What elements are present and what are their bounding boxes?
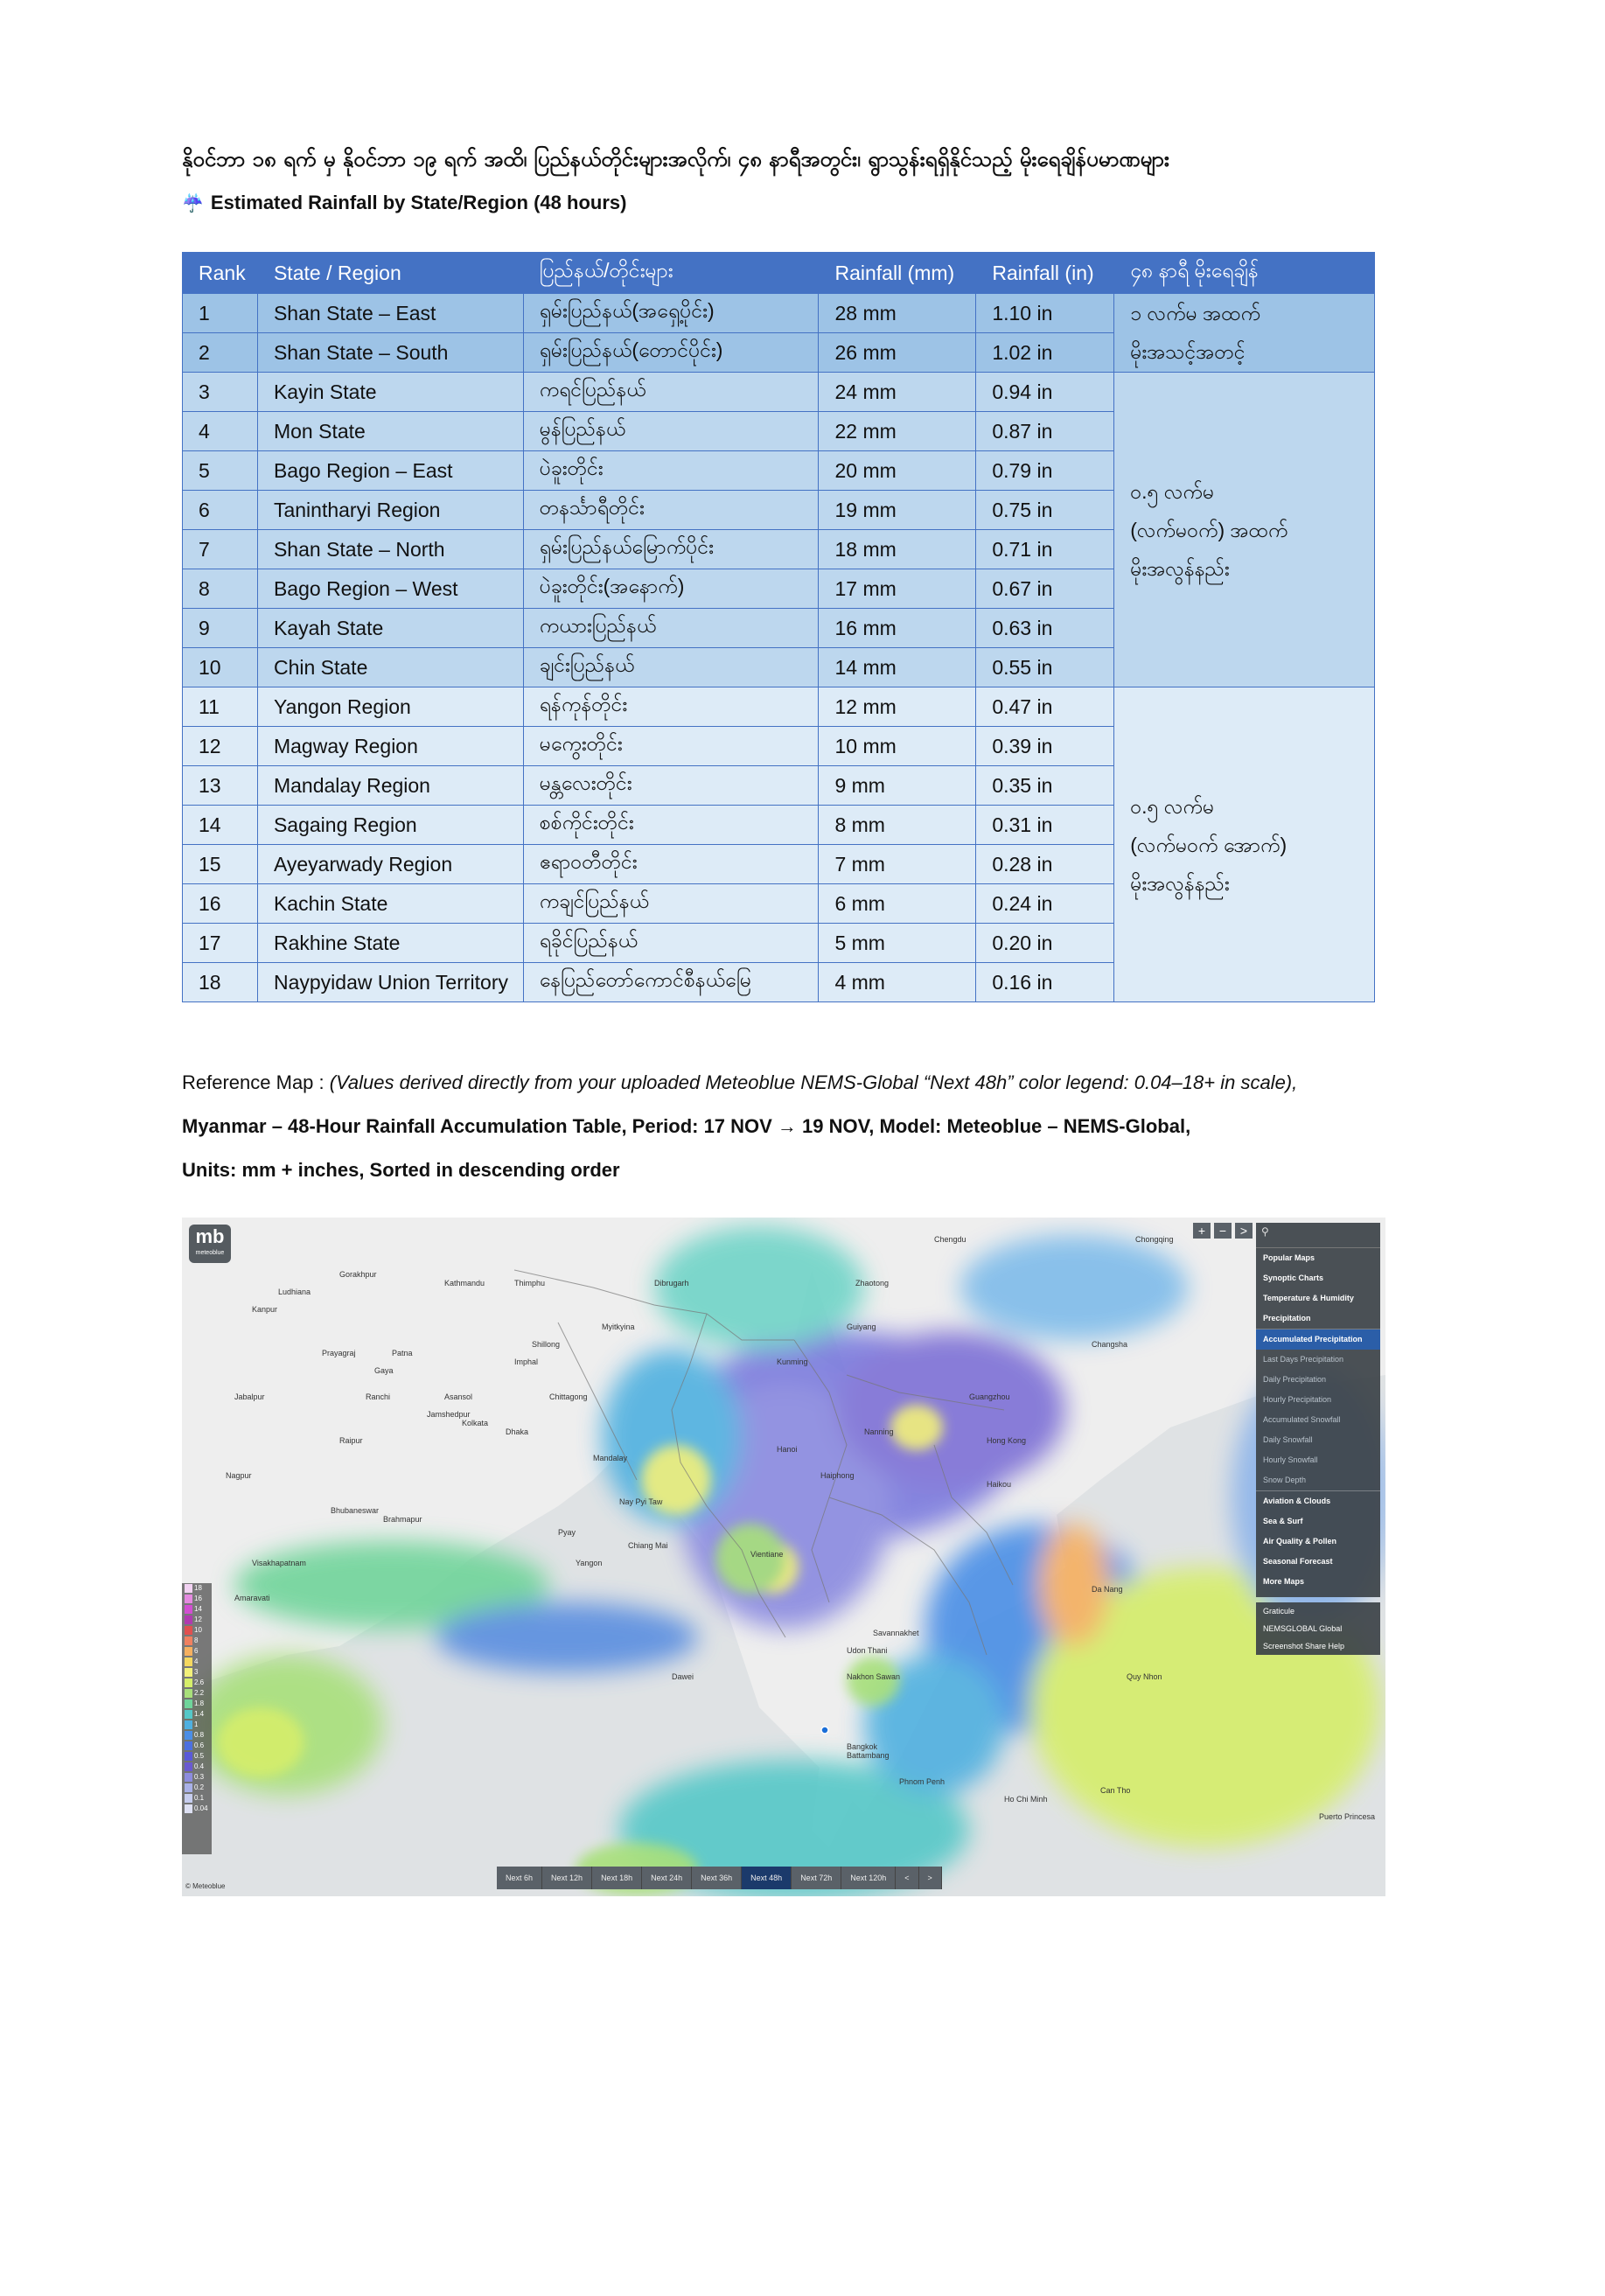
time-tab[interactable]: Next 12h	[542, 1867, 592, 1889]
map-place-label: Asansol	[444, 1392, 473, 1401]
map-place-label: Udon Thani	[847, 1646, 888, 1655]
rank-cell: 7	[183, 530, 258, 569]
map-place-label: Visakhapatnam	[252, 1559, 306, 1567]
rank-cell: 17	[183, 924, 258, 963]
rain-mm-cell: 17 mm	[819, 569, 976, 609]
map-place-label: Phnom Penh	[899, 1777, 946, 1786]
legend-entry	[182, 1709, 212, 1720]
state-en-cell: Mandalay Region	[257, 766, 523, 806]
rain-mm-cell: 8 mm	[819, 806, 976, 845]
rain-in-cell: 0.71 in	[976, 530, 1114, 569]
time-tab[interactable]: Next 72h	[792, 1867, 841, 1889]
menu-item-list	[1256, 1248, 1380, 1592]
rank-cell: 16	[183, 884, 258, 924]
state-en-cell: Shan State – South	[257, 333, 523, 373]
state-en-cell: Shan State – East	[257, 294, 523, 333]
legend-swatch	[185, 1752, 192, 1761]
map-place-label: Dawei	[672, 1672, 694, 1681]
legend-value: 2.2	[194, 1689, 205, 1697]
menu-item[interactable]: Air Quality & Pollen	[1263, 1537, 1337, 1546]
map-place-label: Da Nang	[1092, 1585, 1123, 1594]
legend-value: 0.1	[194, 1794, 205, 1802]
rain-category-text: ၀.၅ လက်မ	[1130, 794, 1215, 818]
legend-value: 6	[194, 1647, 199, 1655]
map-place-label: Kanpur	[252, 1305, 278, 1314]
rank-cell: 12	[183, 727, 258, 766]
map-place-label: Haikou	[987, 1480, 1012, 1489]
map-place-label: Nagpur	[226, 1471, 252, 1480]
legend-swatch	[185, 1595, 192, 1603]
rank-cell: 1	[183, 294, 258, 333]
state-mm-cell: ကချင်ပြည်နယ်	[523, 884, 819, 924]
state-mm-cell: ပဲခူးတိုင်း	[523, 451, 819, 491]
rain-in-cell: 0.28 in	[976, 845, 1114, 884]
state-en-cell: Tanintharyi Region	[257, 491, 523, 530]
state-mm-cell: ဧရာဝတီတိုင်း	[523, 845, 819, 884]
rain-legend	[182, 1583, 212, 1854]
col-header-rain-mm: Rainfall (mm)	[819, 253, 976, 294]
map-place-label: Gorakhpur	[339, 1270, 377, 1279]
col-header-state-en: State / Region	[257, 253, 523, 294]
legend-swatch	[185, 1699, 192, 1708]
menu-item[interactable]: Temperature & Humidity	[1263, 1294, 1354, 1302]
map-place-label: Dhaka	[506, 1427, 529, 1436]
rain-in-cell: 0.75 in	[976, 491, 1114, 530]
reference-line	[182, 1065, 1297, 1100]
legend-entry	[182, 1667, 212, 1678]
rain-mm-cell: 6 mm	[819, 884, 976, 924]
legend-value: 4	[194, 1657, 199, 1665]
state-mm-cell: မန္တလေးတိုင်း	[523, 766, 819, 806]
collapse-menu-button[interactable]: >	[1235, 1223, 1253, 1239]
map-place-label: Mandalay	[593, 1454, 628, 1462]
legend-swatch	[185, 1741, 192, 1750]
map-place-label: Hong Kong	[987, 1436, 1027, 1445]
rain-in-cell: 0.16 in	[976, 963, 1114, 1002]
rain-mm-cell: 22 mm	[819, 412, 976, 451]
legend-value: 0.04	[194, 1804, 208, 1812]
state-mm-cell: ရှမ်းပြည်နယ်မြောက်ပိုင်း	[523, 530, 819, 569]
map-place-label: Dibrugarh	[654, 1279, 689, 1288]
legend-entry	[182, 1699, 212, 1709]
meteoblue-logo[interactable]	[189, 1225, 231, 1263]
rain-category-cell	[1114, 373, 1375, 687]
zoom-out-button[interactable]: −	[1214, 1223, 1232, 1239]
map-place-label: Vientiane	[750, 1550, 784, 1559]
map-place-label: Thimphu	[514, 1279, 546, 1288]
legend-value: 10	[194, 1626, 202, 1634]
graticule-toggle[interactable]: Graticule	[1263, 1607, 1295, 1616]
rain-mm-cell: 18 mm	[819, 530, 976, 569]
state-mm-cell: ရခိုင်ပြည်နယ်	[523, 924, 819, 963]
rank-cell: 5	[183, 451, 258, 491]
rain-category-text: မိုးအသင့်အတင့်	[1130, 340, 1246, 363]
map-place-label: Battambang	[847, 1751, 890, 1760]
menu-item[interactable]: More Maps	[1263, 1577, 1305, 1586]
zoom-in-button[interactable]: +	[1193, 1223, 1211, 1239]
map-place-label: Ludhiana	[278, 1288, 311, 1296]
rain-mm-cell: 24 mm	[819, 373, 976, 412]
state-mm-cell: ကယားပြည်နယ်	[523, 609, 819, 648]
legend-entry	[182, 1741, 212, 1751]
state-mm-cell: ချင်းပြည်နယ်	[523, 648, 819, 687]
table-body	[183, 294, 1375, 1002]
map-place-label: Puerto Princesa	[1319, 1812, 1376, 1821]
map-place-label: Amaravati	[234, 1594, 270, 1602]
umbrella-rain-icon: ☔	[182, 194, 204, 213]
map-place-label: Nay Pyi Taw	[619, 1497, 663, 1506]
time-tab[interactable]: >	[919, 1867, 942, 1889]
rank-cell: 2	[183, 333, 258, 373]
state-en-cell: Kayin State	[257, 373, 523, 412]
map-settings-panel	[1256, 1602, 1380, 1655]
legend-swatch	[185, 1616, 192, 1624]
state-en-cell: Sagaing Region	[257, 806, 523, 845]
table-header-row	[183, 253, 1375, 294]
legend-entry	[182, 1678, 212, 1688]
rain-category-text: (လက်မဝက်) အထက်	[1130, 518, 1288, 541]
rain-in-cell: 0.39 in	[976, 727, 1114, 766]
time-tab[interactable]: Next 18h	[592, 1867, 642, 1889]
legend-swatch	[185, 1657, 192, 1666]
map-place-label: Bhubaneswar	[331, 1506, 380, 1515]
map-place-label: Can Tho	[1100, 1786, 1131, 1795]
time-tab[interactable]: Next 6h	[497, 1867, 542, 1889]
rank-cell: 13	[183, 766, 258, 806]
legend-value: 0.2	[194, 1783, 205, 1791]
legend-entry	[182, 1636, 212, 1646]
menu-item[interactable]: Aviation & Clouds	[1256, 1490, 1380, 1511]
rain-mm-cell: 16 mm	[819, 609, 976, 648]
legend-swatch	[185, 1794, 192, 1803]
legend-entry	[182, 1688, 212, 1699]
rank-cell: 4	[183, 412, 258, 451]
state-en-cell: Bago Region – West	[257, 569, 523, 609]
map-place-label: Kunming	[777, 1357, 808, 1366]
reference-label: Reference Map :	[182, 1071, 330, 1093]
state-en-cell: Bago Region – East	[257, 451, 523, 491]
state-en-cell: Chin State	[257, 648, 523, 687]
legend-value: 16	[194, 1595, 202, 1602]
map-place-label: Yangon	[576, 1559, 603, 1567]
legend-entry	[182, 1594, 212, 1604]
state-en-cell: Ayeyarwady Region	[257, 845, 523, 884]
legend-entry	[182, 1720, 212, 1730]
legend-swatch	[185, 1731, 192, 1740]
map-place-label: Zhaotong	[855, 1279, 890, 1288]
rain-category-text: (လက်မဝက် အောက်)	[1130, 833, 1287, 856]
state-mm-cell: မွန်ပြည်နယ်	[523, 412, 819, 451]
state-mm-cell: မကွေးတိုင်း	[523, 727, 819, 766]
rain-in-cell: 0.67 in	[976, 569, 1114, 609]
table-row	[183, 294, 1375, 333]
menu-item[interactable]: Sea & Surf	[1263, 1517, 1303, 1525]
logo-text: mb	[195, 1225, 225, 1247]
title-myanmar: နိုဝင်ဘာ ၁၈ ရက် မှ နိုဝင်ဘာ ၁၉ ရက် အထိ၊ ပြည်နယ်တိုင်းများအလိုက်၊ ၄၈ နာရီအတွင်း၊ ရွာသွန်းရရှိနိုင်သည့် မိုးရေချိန်ပမာဏများ	[182, 147, 1169, 171]
legend-value: 12	[194, 1616, 202, 1623]
map-place-label: Chongqing	[1135, 1235, 1174, 1244]
menu-item[interactable]: Daily Snowfall	[1263, 1435, 1313, 1444]
map-place-label: Changsha	[1092, 1340, 1128, 1349]
map-place-label: Brahmapur	[383, 1515, 422, 1524]
menu-item[interactable]: Accumulated Precipitation	[1256, 1329, 1380, 1350]
map-place-label: Guangzhou	[969, 1392, 1010, 1401]
time-range-tabs	[497, 1867, 942, 1889]
legend-swatch	[185, 1804, 192, 1813]
table-row	[183, 687, 1375, 727]
reference-note: (Values derived directly from your uploaded Meteoblue NEMS-Global “Next 48h” color legend: 0.04–18+ in scale),	[329, 1071, 1298, 1093]
time-tab[interactable]: <	[896, 1867, 918, 1889]
rainfall-table	[182, 252, 1375, 1002]
map-place-label: Chittagong	[549, 1392, 588, 1401]
legend-value: 1.8	[194, 1699, 205, 1707]
legend-entry	[182, 1772, 212, 1783]
rain-in-cell: 0.47 in	[976, 687, 1114, 727]
rank-cell: 10	[183, 648, 258, 687]
rain-mm-cell: 26 mm	[819, 333, 976, 373]
legend-entry	[182, 1804, 212, 1814]
table-caption-line-1: Myanmar – 48-Hour Rainfall Accumulation Table, Period: 17 NOV → 19 NOV, Model: Meteoblue – NEMS-Global,	[182, 1115, 1191, 1137]
legend-swatch	[185, 1626, 192, 1635]
legend-swatch	[185, 1605, 192, 1614]
rain-mm-cell: 12 mm	[819, 687, 976, 727]
menu-item[interactable]: Precipitation	[1263, 1314, 1311, 1322]
legend-entry	[182, 1657, 212, 1667]
map-place-label: Quy Nhon	[1127, 1672, 1162, 1681]
legend-entry	[182, 1604, 212, 1615]
map-place-label: Jamshedpur	[427, 1410, 471, 1419]
rain-mm-cell: 4 mm	[819, 963, 976, 1002]
search-icon: ⚲	[1261, 1225, 1269, 1238]
rain-mm-cell: 14 mm	[819, 648, 976, 687]
legend-entry	[182, 1730, 212, 1741]
map-place-label: Shillong	[532, 1340, 561, 1349]
map-place-label: Guiyang	[847, 1322, 876, 1331]
state-en-cell: Naypyidaw Union Territory	[257, 963, 523, 1002]
map-place-label: Gaya	[374, 1366, 394, 1375]
map-place-label: Imphal	[514, 1357, 539, 1366]
state-mm-cell: နေပြည်တော်ကောင်စီနယ်မြေ	[523, 963, 819, 1002]
map-place-label: Kathmandu	[444, 1279, 485, 1288]
map-place-label: Kolkata	[462, 1419, 489, 1427]
menu-item[interactable]: Hourly Precipitation	[1263, 1395, 1332, 1404]
rain-category-cell	[1114, 687, 1375, 1002]
map-place-label: Jabalpur	[234, 1392, 265, 1401]
menu-item[interactable]: Snow Depth	[1263, 1476, 1307, 1484]
state-mm-cell: တနင်္သာရီတိုင်း	[523, 491, 819, 530]
rain-mm-cell: 9 mm	[819, 766, 976, 806]
menu-item[interactable]: Accumulated Snowfall	[1263, 1415, 1341, 1424]
map-place-label: Nakhon Sawan	[847, 1672, 901, 1681]
legend-swatch	[185, 1783, 192, 1792]
legend-swatch	[185, 1584, 192, 1593]
col-header-rain-in: Rainfall (in)	[976, 253, 1114, 294]
table-row	[183, 373, 1375, 412]
state-en-cell: Mon State	[257, 412, 523, 451]
rain-in-cell: 1.02 in	[976, 333, 1114, 373]
map-place-label: Chengdu	[934, 1235, 966, 1244]
time-tab[interactable]: Next 48h	[742, 1867, 792, 1889]
legend-value: 0.4	[194, 1762, 205, 1770]
map-place-label: Haiphong	[820, 1471, 855, 1480]
rain-in-cell: 0.31 in	[976, 806, 1114, 845]
rain-category-text: ၀.၅ လက်မ	[1130, 479, 1215, 503]
legend-swatch	[185, 1647, 192, 1656]
rain-in-cell: 0.24 in	[976, 884, 1114, 924]
map-place-label: Bangkok	[847, 1742, 878, 1751]
map-place-label: Savannakhet	[873, 1629, 919, 1637]
legend-value: 0.8	[194, 1731, 205, 1739]
rain-category-cell	[1114, 294, 1375, 373]
menu-item[interactable]: Seasonal Forecast	[1263, 1557, 1333, 1566]
legend-value: 8	[194, 1637, 199, 1644]
map-place-label: Ranchi	[366, 1392, 391, 1401]
rank-cell: 15	[183, 845, 258, 884]
col-header-rank: Rank	[183, 253, 258, 294]
legend-swatch	[185, 1773, 192, 1782]
rain-in-cell: 0.79 in	[976, 451, 1114, 491]
state-en-cell: Kachin State	[257, 884, 523, 924]
legend-value: 14	[194, 1605, 202, 1613]
rank-cell: 14	[183, 806, 258, 845]
map-place-label: Chiang Mai	[628, 1541, 668, 1550]
legend-swatch	[185, 1720, 192, 1729]
legend-swatch	[185, 1678, 192, 1687]
rain-in-cell: 0.94 in	[976, 373, 1114, 412]
rain-category-text: ၁ လက်မ အထက်	[1130, 302, 1260, 325]
table-caption-line-2: Units: mm + inches, Sorted in descending order	[182, 1159, 620, 1181]
map-layer-menu	[1256, 1223, 1380, 1597]
legend-value: 18	[194, 1584, 202, 1592]
rain-category-text: မိုးအလွန်နည်း	[1130, 556, 1230, 580]
rain-mm-cell: 5 mm	[819, 924, 976, 963]
rank-cell: 6	[183, 491, 258, 530]
legend-entry	[182, 1793, 212, 1804]
state-mm-cell: ကရင်ပြည်နယ်	[523, 373, 819, 412]
rain-in-cell: 1.10 in	[976, 294, 1114, 333]
map-place-label: Patna	[392, 1349, 413, 1357]
legend-swatch	[185, 1689, 192, 1698]
state-mm-cell: ရန်ကုန်တိုင်း	[523, 687, 819, 727]
rank-cell: 8	[183, 569, 258, 609]
rank-cell: 11	[183, 687, 258, 727]
map-place-label: Ho Chi Minh	[1004, 1795, 1048, 1804]
rain-mm-cell: 10 mm	[819, 727, 976, 766]
legend-entry	[182, 1762, 212, 1772]
rain-category-text: မိုးအလွန်နည်း	[1130, 871, 1230, 895]
legend-value: 1.4	[194, 1710, 205, 1718]
legend-value: 0.5	[194, 1752, 205, 1760]
map-place-label: Raipur	[339, 1436, 363, 1445]
rain-in-cell: 0.20 in	[976, 924, 1114, 963]
time-tab[interactable]: Next 120h	[841, 1867, 896, 1889]
rank-cell: 9	[183, 609, 258, 648]
rank-cell: 18	[183, 963, 258, 1002]
legend-swatch	[185, 1668, 192, 1677]
state-en-cell: Shan State – North	[257, 530, 523, 569]
rain-mm-cell: 7 mm	[819, 845, 976, 884]
state-en-cell: Kayah State	[257, 609, 523, 648]
menu-item[interactable]: Daily Precipitation	[1263, 1375, 1327, 1384]
rainfall-map[interactable]	[182, 1218, 1385, 1896]
legend-value: 0.3	[194, 1773, 205, 1781]
legend-entry	[182, 1751, 212, 1762]
menu-search[interactable]	[1256, 1223, 1380, 1248]
state-en-cell: Rakhine State	[257, 924, 523, 963]
legend-swatch	[185, 1637, 192, 1645]
legend-entry	[182, 1583, 212, 1594]
map-canvas	[182, 1218, 1385, 1896]
rain-mm-cell: 20 mm	[819, 451, 976, 491]
legend-value: 2.6	[194, 1678, 205, 1686]
legend-entry	[182, 1646, 212, 1657]
state-mm-cell: ရှမ်းပြည်နယ်(တောင်ပိုင်း)	[523, 333, 819, 373]
map-tools[interactable]: Screenshot Share Help	[1263, 1642, 1345, 1650]
model-select[interactable]: NEMSGLOBAL Global	[1263, 1624, 1343, 1633]
state-mm-cell: စစ်ကိုင်းတိုင်း	[523, 806, 819, 845]
rain-in-cell: 0.87 in	[976, 412, 1114, 451]
legend-entry	[182, 1615, 212, 1625]
legend-value: 0.6	[194, 1741, 205, 1749]
map-place-label: Myitkyina	[602, 1322, 635, 1331]
time-tab[interactable]: Next 36h	[692, 1867, 742, 1889]
map-place-label: Prayagraj	[322, 1349, 356, 1357]
logo-subtext: meteoblue	[195, 1250, 225, 1256]
state-mm-cell: ပဲခူးတိုင်း(အနောက်)	[523, 569, 819, 609]
state-en-cell: Magway Region	[257, 727, 523, 766]
menu-item[interactable]: Synoptic Charts	[1263, 1274, 1324, 1282]
rain-in-cell: 0.35 in	[976, 766, 1114, 806]
map-place-label: Pyay	[558, 1528, 576, 1537]
time-tab[interactable]: Next 24h	[642, 1867, 692, 1889]
legend-swatch	[185, 1710, 192, 1719]
map-place-label: Nanning	[864, 1427, 894, 1436]
legend-entry	[182, 1625, 212, 1636]
rank-cell: 3	[183, 373, 258, 412]
legend-entry	[182, 1783, 212, 1793]
menu-item[interactable]: Popular Maps	[1263, 1253, 1315, 1262]
col-header-category: ၄၈ နာရီ မိုးရေချိန်	[1114, 253, 1375, 294]
map-copyright: © Meteoblue	[185, 1882, 226, 1890]
rain-mm-cell: 28 mm	[819, 294, 976, 333]
legend-value: 1	[194, 1720, 199, 1728]
legend-swatch	[185, 1762, 192, 1771]
map-place-label: Hanoi	[777, 1445, 798, 1454]
state-en-cell: Yangon Region	[257, 687, 523, 727]
menu-item[interactable]: Hourly Snowfall	[1263, 1455, 1318, 1464]
state-mm-cell: ရှမ်းပြည်နယ်(အရှေ့ပိုင်း)	[523, 294, 819, 333]
rain-in-cell: 0.63 in	[976, 609, 1114, 648]
legend-value: 3	[194, 1668, 199, 1676]
menu-item[interactable]: Last Days Precipitation	[1263, 1355, 1344, 1364]
title-english-text: Estimated Rainfall by State/Region (48 hours)	[210, 192, 627, 213]
rain-in-cell: 0.55 in	[976, 648, 1114, 687]
title-english	[182, 185, 626, 221]
rain-mm-cell: 19 mm	[819, 491, 976, 530]
col-header-state-mm: ပြည်နယ်/တိုင်းများ	[523, 253, 819, 294]
